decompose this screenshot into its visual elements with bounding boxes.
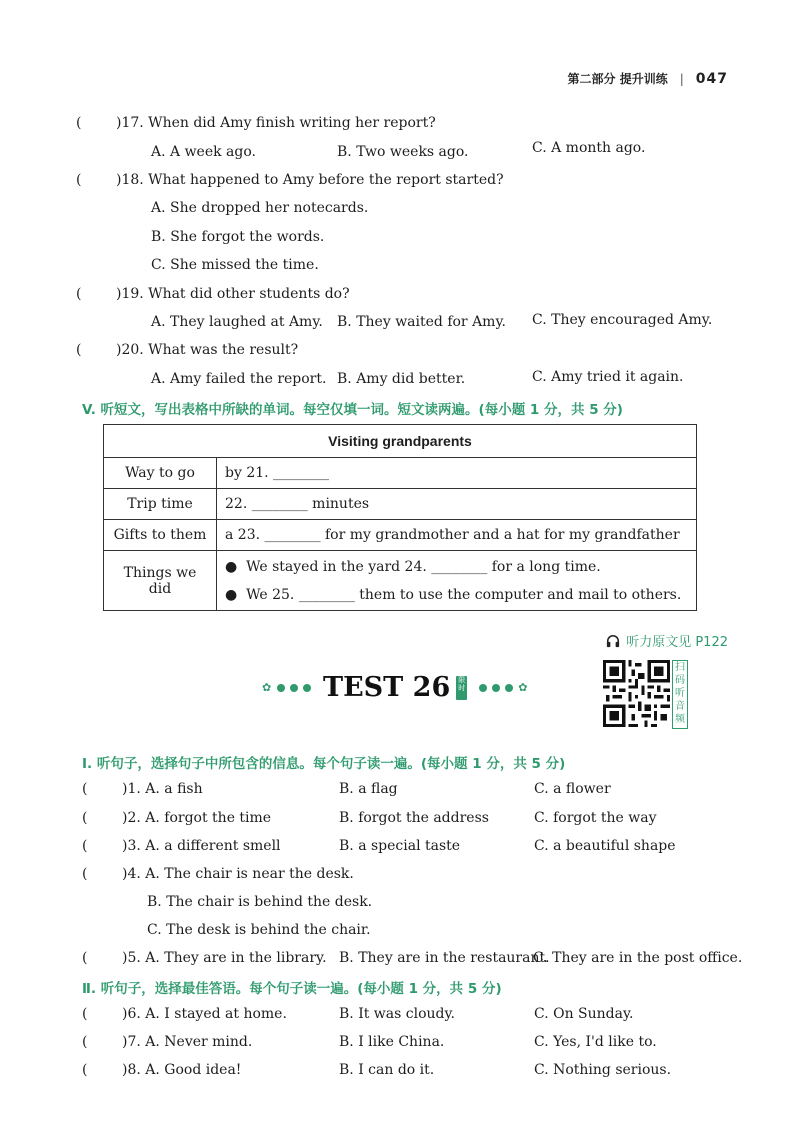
time-limit-tag: 限时	[456, 676, 467, 700]
option-1c: C. a flower	[534, 781, 611, 797]
scan-label: 扫码听音频	[672, 660, 688, 729]
bullet-text: We stayed in the yard 24. ________ for a long time.	[246, 558, 601, 575]
option-17a: A. A week ago.	[151, 144, 256, 160]
section-v-title: V. 听短文，写出表格中所缺的单词。每空仅填一词。短文读两遍。(每小题 1 分，共 5 分)	[82, 402, 623, 418]
option-8a: )8. A. Good idea!	[122, 1062, 242, 1078]
option-17c: C. A month ago.	[532, 140, 646, 156]
option-4a: )4. A. The chair is near the desk.	[122, 866, 354, 882]
answer-paren: (	[76, 172, 82, 188]
option-5b: B. They are in the restaurant.	[339, 950, 550, 966]
page-number: 047	[695, 70, 728, 87]
answer-paren: (	[82, 1006, 88, 1022]
row-label: Trip time	[104, 489, 217, 520]
row-value: by 21. ________	[217, 458, 697, 489]
row-label: Things we did	[104, 551, 217, 611]
section-ii-title: Ⅱ. 听句子，选择最佳答语。每个句子读一遍。(每小题 1 分，共 5 分)	[82, 981, 502, 997]
listening-text-note	[606, 631, 728, 650]
dot	[479, 684, 487, 692]
answer-paren: (	[82, 866, 88, 882]
flower-icon: ✿	[518, 680, 528, 694]
row-value: a 23. ________ for my grandmother and a hat for my grandfather	[217, 520, 697, 551]
option-18a: A. She dropped her notecards.	[151, 200, 369, 216]
answer-paren: (	[82, 781, 88, 797]
question-18: )18. What happened to Amy before the report started?	[116, 172, 504, 188]
option-1a: )1. A. a fish	[122, 781, 203, 797]
option-4c: C. The desk is behind the chair.	[147, 922, 371, 938]
option-5a: )5. A. They are in the library.	[122, 950, 327, 966]
right-dots	[479, 680, 528, 694]
question-17: )17. When did Amy finish writing her report?	[116, 115, 436, 131]
row-value	[217, 551, 697, 611]
table-row	[104, 520, 697, 551]
option-8b: B. I can do it.	[339, 1062, 435, 1078]
answer-paren: (	[76, 342, 82, 358]
option-7b: B. I like China.	[339, 1034, 445, 1050]
dot	[290, 684, 298, 692]
option-18c: C. She missed the time.	[151, 257, 319, 273]
option-20a: A. Amy failed the report.	[151, 371, 327, 387]
header-separator: |	[679, 71, 684, 86]
section-i-title: Ⅰ. 听句子，选择句子中所包含的信息。每个句子读一遍。(每小题 1 分，共 5 分)	[82, 756, 566, 772]
answer-paren: (	[82, 810, 88, 826]
option-5c: C. They are in the post office.	[533, 950, 743, 966]
dot	[505, 684, 513, 692]
option-4b: B. The chair is behind the desk.	[147, 894, 373, 910]
option-3a: )3. A. a different smell	[122, 838, 281, 854]
dot	[303, 684, 311, 692]
table-row	[104, 551, 697, 611]
answer-paren: (	[82, 838, 88, 854]
option-8c: C. Nothing serious.	[534, 1062, 672, 1078]
test-title: TEST 26	[323, 672, 451, 703]
row-value: 22. ________ minutes	[217, 489, 697, 520]
bullet-item: ● We 25. ________ them to use the computer and mail to others.	[225, 586, 682, 603]
option-2b: B. forgot the address	[339, 810, 489, 826]
question-19: )19. What did other students do?	[116, 286, 350, 302]
option-3b: B. a special taste	[339, 838, 461, 854]
dot	[492, 684, 500, 692]
option-19c: C. They encouraged Amy.	[532, 312, 713, 328]
test-banner	[262, 672, 528, 703]
option-20b: B. Amy did better.	[337, 371, 466, 387]
option-17b: B. Two weeks ago.	[337, 144, 469, 160]
answer-paren: (	[82, 1062, 88, 1078]
bullet-item: ● We stayed in the yard 24. ________ for a long time.	[225, 558, 601, 575]
left-dots	[262, 680, 311, 694]
option-6c: C. On Sunday.	[534, 1006, 634, 1022]
question-20: )20. What was the result?	[116, 342, 299, 358]
option-6a: )6. A. I stayed at home.	[122, 1006, 287, 1022]
option-7a: )7. A. Never mind.	[122, 1034, 253, 1050]
option-2a: )2. A. forgot the time	[122, 810, 272, 826]
bullet-text: We 25. ________ them to use the computer and mail to others.	[246, 586, 682, 603]
answer-paren: (	[76, 115, 82, 131]
qr-code-icon[interactable]	[603, 660, 670, 727]
section-label: 第二部分 提升训练	[567, 72, 668, 86]
page-header	[568, 70, 728, 87]
option-2c: C. forgot the way	[534, 810, 657, 826]
row-label: Gifts to them	[104, 520, 217, 551]
answer-paren: (	[82, 1034, 88, 1050]
table-row	[104, 489, 697, 520]
headphones-icon	[606, 634, 620, 648]
option-20c: C. Amy tried it again.	[532, 369, 684, 385]
option-19a: A. They laughed at Amy.	[151, 314, 323, 330]
table-row	[104, 458, 697, 489]
answer-paren: (	[82, 950, 88, 966]
flower-icon: ✿	[262, 680, 272, 694]
option-18b: B. She forgot the words.	[151, 229, 325, 245]
listening-text-label: 听力原文见 P122	[626, 635, 728, 650]
visiting-grandparents-table	[103, 424, 697, 611]
option-19b: B. They waited for Amy.	[337, 314, 506, 330]
table-heading: Visiting grandparents	[104, 425, 697, 458]
option-7c: C. Yes, I'd like to.	[534, 1034, 657, 1050]
option-3c: C. a beautiful shape	[534, 838, 676, 854]
option-6b: B. It was cloudy.	[339, 1006, 455, 1022]
answer-paren: (	[76, 286, 82, 302]
option-1b: B. a flag	[339, 781, 398, 797]
dot	[277, 684, 285, 692]
row-label: Way to go	[104, 458, 217, 489]
